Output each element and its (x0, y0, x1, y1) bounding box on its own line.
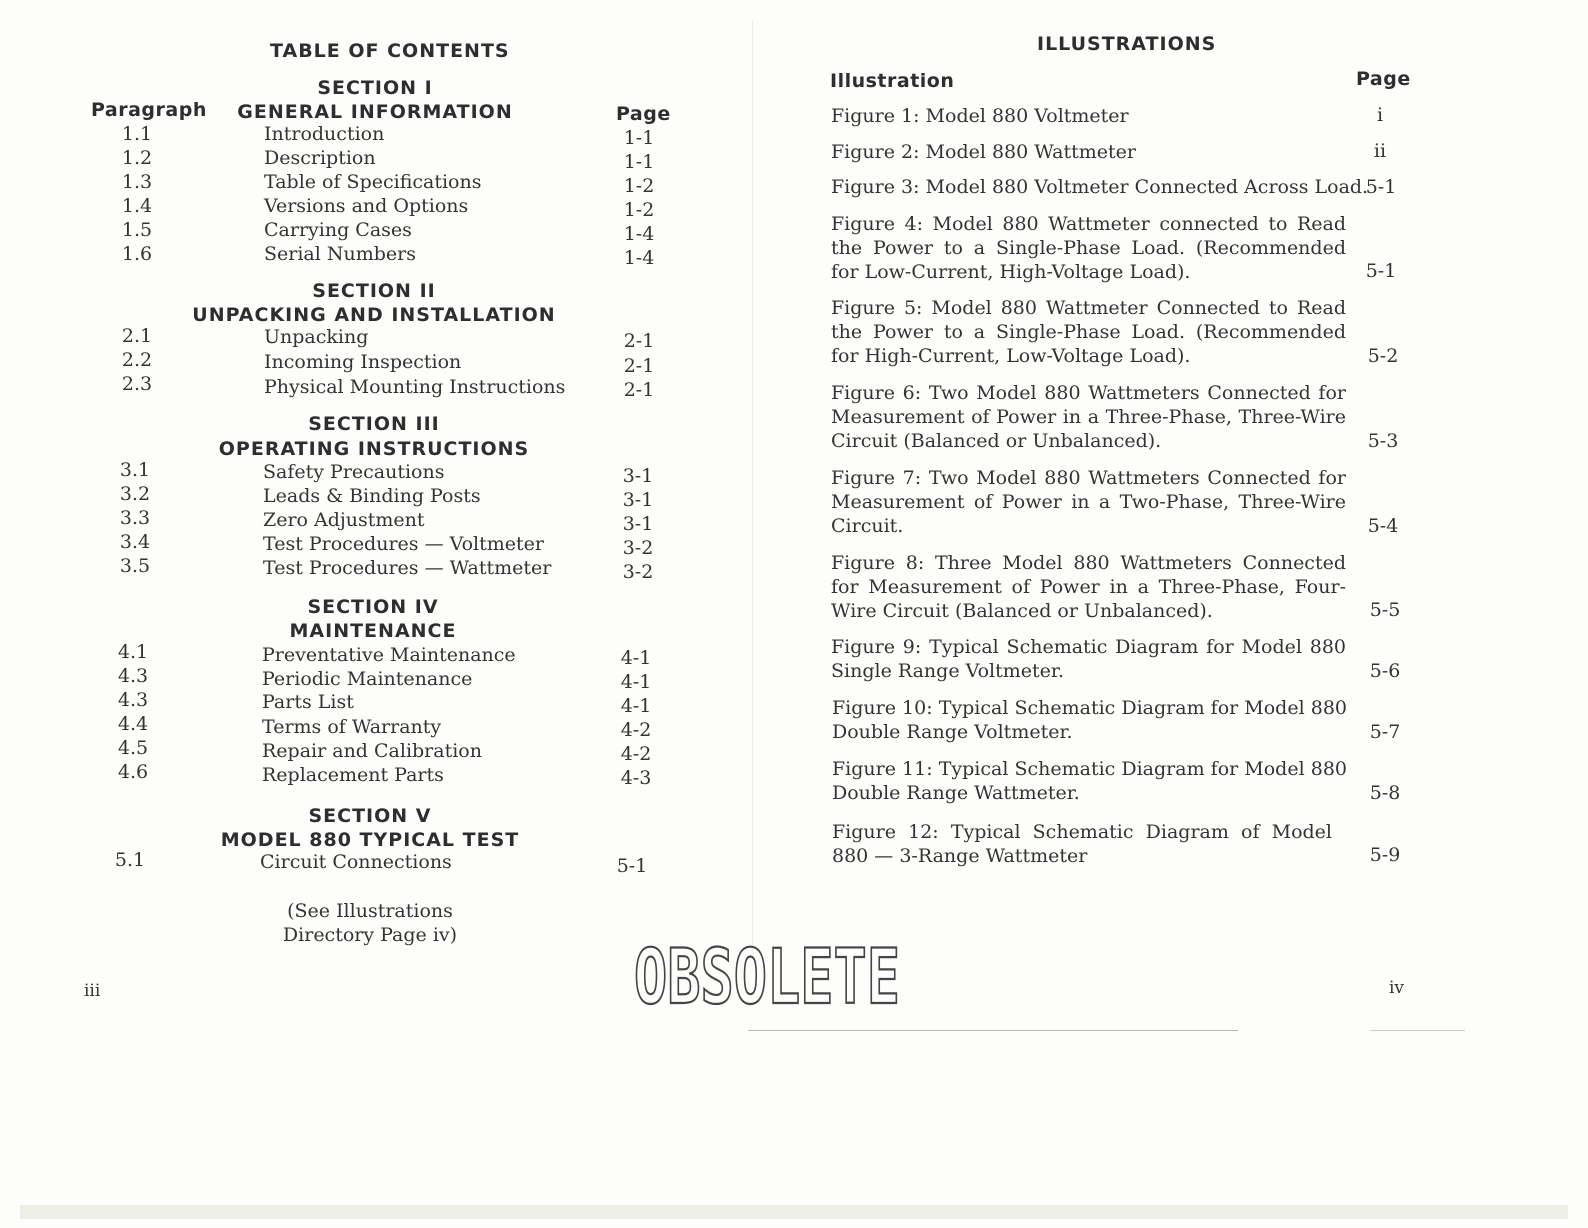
toc-entry-num: 3.2 (119, 483, 151, 505)
toc-entry-page: 2-1 (623, 330, 655, 352)
page-divider (752, 20, 753, 950)
section-2-subheading: UNPACKING AND INSTALLATION (192, 304, 556, 326)
figure-page: 5-1 (1365, 260, 1397, 282)
section-3-subheading: OPERATING INSTRUCTIONS (218, 438, 530, 460)
toc-entry-title: Carrying Cases (264, 219, 412, 241)
toc-entry-num: 4.1 (117, 641, 149, 663)
toc-entry-title: Description (264, 147, 376, 169)
toc-entry-title: Test Procedures — Wattmeter (263, 557, 552, 579)
toc-entry-num: 2.3 (121, 373, 153, 395)
figure-page: i (1376, 104, 1384, 126)
toc-entry-num: 2.1 (121, 325, 153, 347)
section-1-heading: SECTION I (317, 77, 433, 99)
toc-entry-num: 4.3 (117, 665, 149, 687)
figure-entry: Figure 1: Model 880 Voltmeter (831, 105, 1129, 127)
toc-entry-title: Repair and Calibration (262, 740, 482, 762)
toc-entry-page: 1-4 (623, 247, 655, 269)
toc-entry-page: 4-2 (620, 719, 652, 741)
figure-entry: Figure 6: Two Model 880 Wattmeters Connected for Measurement of Power in a Three-Phase, Three-Wire Circuit (Balanced or Unbalanced). (831, 382, 1346, 452)
toc-entry-page: 4-3 (620, 767, 652, 789)
illustrations-col-illustration: Illustration (830, 70, 955, 92)
obsolete-stamp-text: OBSOLETE (634, 932, 900, 1021)
figure-entry: Figure 2: Model 880 Wattmeter (831, 141, 1136, 163)
toc-entry-num: 1.2 (121, 147, 153, 169)
toc-entry-page: 1-2 (623, 175, 655, 197)
toc-entry-page: 4-2 (620, 743, 652, 765)
section-3-heading: SECTION III (308, 413, 440, 435)
toc-entry-page: 1-1 (623, 151, 655, 173)
toc-entry-num: 5.1 (114, 849, 146, 871)
section-4-heading: SECTION IV (307, 596, 439, 618)
toc-entry-title: Unpacking (264, 326, 369, 348)
toc-entry-num: 2.2 (121, 349, 153, 371)
toc-entry-page: 3-1 (622, 489, 654, 511)
toc-entry-num: 4.4 (117, 713, 149, 735)
toc-entry-title: Zero Adjustment (263, 509, 425, 531)
figure-page: 5-3 (1367, 430, 1399, 452)
figure-entry: Figure 5: Model 880 Wattmeter Connected to Read the Power to a Single-Phase Load. (Recommended for High-Current, Low-Voltage Load). (831, 297, 1346, 367)
toc-entry-num: 1.5 (121, 219, 153, 241)
toc-entry-page: 1-4 (623, 223, 655, 245)
right-page-number: iv (1389, 978, 1405, 998)
toc-entry-num: 1.1 (121, 123, 153, 145)
toc-col-page: Page (616, 103, 671, 125)
toc-entry-title: Circuit Connections (260, 851, 452, 873)
toc-entry-num: 3.5 (119, 555, 151, 577)
toc-entry-num: 1.3 (121, 171, 153, 193)
figure-entry: Figure 10: Typical Schematic Diagram for Model 880 Double Range Voltmeter. (832, 697, 1347, 743)
toc-entry-title: Terms of Warranty (262, 716, 442, 738)
figure-page: ii (1373, 140, 1387, 162)
toc-entry-num: 4.5 (117, 737, 149, 759)
figure-page: 5-4 (1367, 515, 1399, 537)
figure-page: 5-6 (1369, 660, 1401, 682)
illustrations-col-page: Page (1356, 68, 1411, 90)
toc-entry-page: 4-1 (620, 647, 652, 669)
toc-entry-page: 3-1 (622, 513, 654, 535)
toc-entry-page: 5-1 (616, 855, 648, 877)
toc-entry-title: Serial Numbers (264, 243, 416, 265)
left-page-number: iii (84, 981, 101, 1001)
toc-entry-page: 4-1 (620, 695, 652, 717)
figure-entry: Figure 3: Model 880 Voltmeter Connected Across Load. (831, 176, 1369, 198)
illustrations-title: ILLUSTRATIONS (1037, 33, 1217, 55)
toc-entry-num: 4.3 (117, 689, 149, 711)
toc-entry-title: Table of Specifications (264, 171, 482, 193)
figure-entry: Figure 8: Three Model 880 Wattmeters Connected for Measurement of Power in a Three-Phase, Four-Wire Circuit (Balanced or Unbalanced). (831, 552, 1346, 622)
bottom-band (20, 1205, 1568, 1219)
toc-entry-num: 4.6 (117, 761, 149, 783)
toc-entry-num: 1.6 (121, 243, 153, 265)
toc-entry-page: 3-1 (622, 465, 654, 487)
toc-entry-page: 2-1 (623, 379, 655, 401)
toc-entry-num: 3.1 (119, 459, 151, 481)
figure-entry: Figure 12: Typical Schematic Diagram of Model 880 — 3-Range Wattmeter (832, 821, 1332, 867)
toc-entry-title: Physical Mounting Instructions (264, 376, 566, 398)
toc-entry-page: 3-2 (622, 537, 654, 559)
toc-entry-title: Introduction (264, 123, 385, 145)
toc-entry-num: 3.3 (119, 507, 151, 529)
section-4-subheading: MAINTENANCE (289, 620, 457, 642)
figure-page: 5-2 (1367, 345, 1399, 367)
figure-entry: Figure 9: Typical Schematic Diagram for Model 880 Single Range Voltmeter. (831, 636, 1346, 682)
toc-entry-title: Incoming Inspection (264, 351, 462, 373)
toc-entry-page: 3-2 (622, 561, 654, 583)
figure-page: 5-7 (1369, 721, 1401, 743)
figure-page: 5-1 (1365, 176, 1397, 198)
toc-entry-page: 4-1 (620, 671, 652, 693)
scan-line (1370, 1030, 1465, 1031)
toc-entry-page: 1-2 (623, 199, 655, 221)
toc-entry-title: Safety Precautions (263, 461, 445, 483)
toc-entry-page: 2-1 (623, 355, 655, 377)
figure-page: 5-9 (1369, 844, 1401, 866)
toc-entry-num: 1.4 (121, 195, 153, 217)
toc-col-paragraph: Paragraph (91, 99, 207, 121)
toc-entry-page: 1-1 (623, 127, 655, 149)
section-1-subheading: GENERAL INFORMATION (237, 101, 513, 123)
section-5-heading: SECTION V (308, 805, 432, 827)
figure-entry: Figure 7: Two Model 880 Wattmeters Connected for Measurement of Power in a Two-Phase, Three-Wire Circuit. (831, 467, 1346, 537)
figure-page: 5-5 (1369, 599, 1401, 621)
toc-entry-title: Versions and Options (264, 195, 469, 217)
toc-note-line1: (See Illustrations (287, 900, 453, 922)
scan-line (748, 1030, 1238, 1031)
figure-entry: Figure 4: Model 880 Wattmeter connected to Read the Power to a Single-Phase Load. (Recommended for Low-Current, High-Voltage Load). (831, 213, 1346, 283)
toc-entry-title: Preventative Maintenance (262, 644, 516, 666)
toc-entry-title: Replacement Parts (262, 764, 444, 786)
figure-entry: Figure 11: Typical Schematic Diagram for Model 880 Double Range Wattmeter. (832, 758, 1347, 804)
toc-entry-title: Parts List (262, 691, 354, 713)
toc-entry-num: 3.4 (119, 531, 151, 553)
toc-entry-title: Leads & Binding Posts (263, 485, 481, 507)
section-5-subheading: MODEL 880 TYPICAL TEST (220, 829, 520, 851)
toc-entry-title: Periodic Maintenance (262, 668, 473, 690)
section-2-heading: SECTION II (312, 280, 436, 302)
toc-title: TABLE OF CONTENTS (270, 40, 510, 62)
obsolete-stamp (630, 932, 910, 1021)
toc-note-line2: Directory Page iv) (282, 924, 458, 946)
toc-entry-title: Test Procedures — Voltmeter (263, 533, 544, 555)
figure-page: 5-8 (1369, 782, 1401, 804)
